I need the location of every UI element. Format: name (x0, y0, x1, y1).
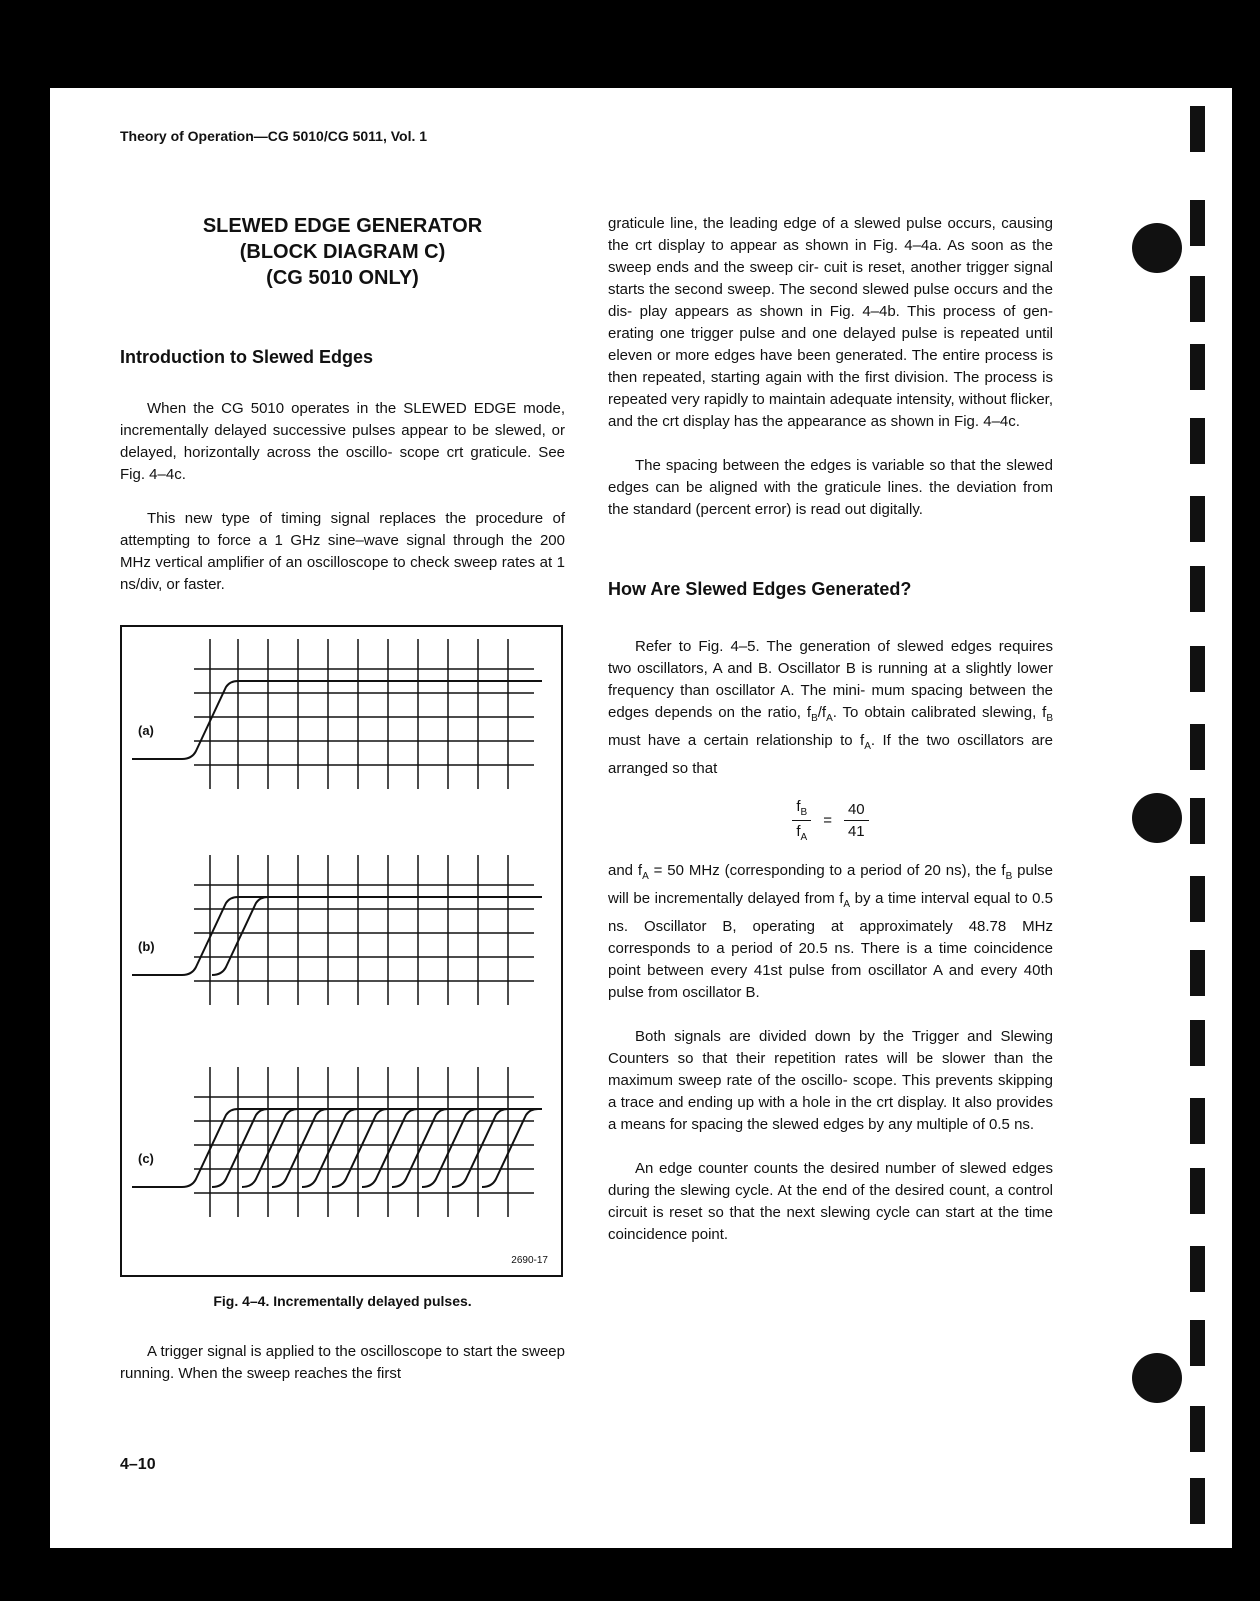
right-paragraph-4: and $f_A = 50$ MHz (corresponding to a period of 20 ns), the $f_B$ pulse will be incrementally delayed from $f_A$ by a time interval equal to 0.5 ns. Oscillator B, operating at approximately 48.78 MHz corresponds to a period of 20.5 ns. There is a time coincidence point between every 41st pulse from oscillator A and every 40th pulse from oscillator B. (608, 862, 1054, 1001)
panel-label: (c) (138, 1151, 154, 1166)
panel-label: (b) (138, 939, 155, 954)
heading-how-generated: How Are Slewed Edges Generated? (608, 579, 912, 599)
binding-bar-mark (1190, 496, 1205, 542)
binding-marks (1112, 88, 1232, 1548)
heading-introduction: Introduction to Slewed Edges (120, 347, 374, 367)
section-title-line-1: SLEWED EDGE GENERATOR (202, 215, 483, 237)
right-paragraph-2: The spacing between the edges is variable so that the slewed edges can be aligned with the graticule lines. the deviation from the standard (percent error) is read out digitally. (608, 457, 1053, 518)
panel-label: (a) (138, 723, 154, 738)
right-paragraph-5: Both signals are divided down by the Trigger and Slewing Counters so that their repetition rates will be slower than the maximum sweep rate of the oscillo- scope. This prevents skipping a trace and ending up with a hole in the crt display. It also provides a means for spacing the slewed edges by any multiple of 0.5 ns. (608, 1028, 1053, 1133)
binding-bar-mark (1190, 200, 1205, 246)
binding-bar-mark (1190, 876, 1205, 922)
binding-bar-mark (1190, 566, 1205, 612)
intro-paragraph-1: When the CG 5010 operates in the SLEWED EDGE mode, incrementally delayed successive pulses appear to be slewed, or delayed, horizontally across the oscillo- scope crt graticule. See Fig. 4–4c. (120, 400, 565, 483)
figure-4-4 (120, 625, 563, 1277)
binder-hole-mark (1132, 1353, 1182, 1403)
binding-bar-mark (1190, 798, 1205, 844)
binding-bar-mark (1190, 1098, 1205, 1144)
frequency-ratio-equation (608, 780, 1053, 860)
figure-code: 2690-17 (511, 1255, 548, 1266)
running-header: Theory of Operation—CG 5010/CG 5011, Vol. 1 (120, 128, 428, 144)
section-title-line-2: (BLOCK DIAGRAM C) (239, 241, 446, 263)
binding-bar-mark (1190, 1478, 1205, 1524)
left-column (120, 213, 565, 596)
right-paragraph-1: graticule line, the leading edge of a slewed pulse occurs, causing the crt display to appear as shown in Fig. 4–4a. As soon as the sweep ends and the sweep cir- cuit is reset, another trigger signal starts the second sweep. The second slewed pulse occurs and the dis- play appears as shown in Fig. 4–4b. This process of gen- erating one trigger pulse and one delayed pulse is repeated until eleven or more edges have been generated. The entire process is then repeated, starting again with the first division. The process is repeated very rapidly to maintain adequate intensity, without flicker, and the crt display has the appearance as shown in Fig. 4–4c. (608, 215, 1053, 430)
binding-bar-mark (1190, 1320, 1205, 1366)
binding-bar-mark (1190, 1020, 1205, 1066)
binding-bar-mark (1190, 1406, 1205, 1452)
page-number: 4–10 (120, 1456, 156, 1473)
lhs-fraction: $\frac{f_B}{f_A}$ (792, 798, 811, 843)
right-column (608, 213, 1053, 1246)
right-paragraph-3: Refer to Fig. 4–5. The generation of slewed edges requires two oscillators, A and B. Oscillator B is running at a slightly lower frequency than oscillator A. The mini- mum spacing between the edges depends on the ratio, $f_B/f_A$. To obtain calibrated slewing, $f_B$ must have a certain relationship to $f_A$. If the two oscillators are arranged so that (608, 638, 1054, 777)
right-paragraph-6: An edge counter counts the desired number of slewed edges during the slewing cycle. At the end of the desired count, a control circuit is reset so that the next slewing cycle can start at the time coincidence point. (608, 1160, 1053, 1243)
binding-bar-mark (1190, 106, 1205, 152)
rhs-fraction: $\frac{40}{41}$ (844, 801, 869, 840)
left-bottom-paragraph: A trigger signal is applied to the oscilloscope to start the sweep running. When the sweep reaches the first (120, 1343, 565, 1382)
binder-hole-mark (1132, 793, 1182, 843)
binding-bar-mark (1190, 646, 1205, 692)
binding-bar-mark (1190, 344, 1205, 390)
document-page (50, 88, 1232, 1548)
binding-bar-mark (1190, 1168, 1205, 1214)
binding-bar-mark (1190, 950, 1205, 996)
intro-paragraph-2: This new type of timing signal replaces the procedure of attempting to force a 1 GHz sine–wave signal through the 200 MHz vertical amplifier of an oscilloscope to check sweep rates at 1 ns/div, or faster. (120, 510, 565, 593)
binding-bar-mark (1190, 276, 1205, 322)
pulse-diagram (122, 627, 561, 1275)
section-title-line-3: (CG 5010 ONLY) (266, 267, 419, 289)
binder-hole-mark (1132, 223, 1182, 273)
binding-bar-mark (1190, 1246, 1205, 1292)
figure-caption: Fig. 4–4. Incrementally delayed pulses. (213, 1293, 472, 1309)
equals-sign: = (823, 811, 832, 829)
binding-bar-mark (1190, 724, 1205, 770)
binding-bar-mark (1190, 418, 1205, 464)
